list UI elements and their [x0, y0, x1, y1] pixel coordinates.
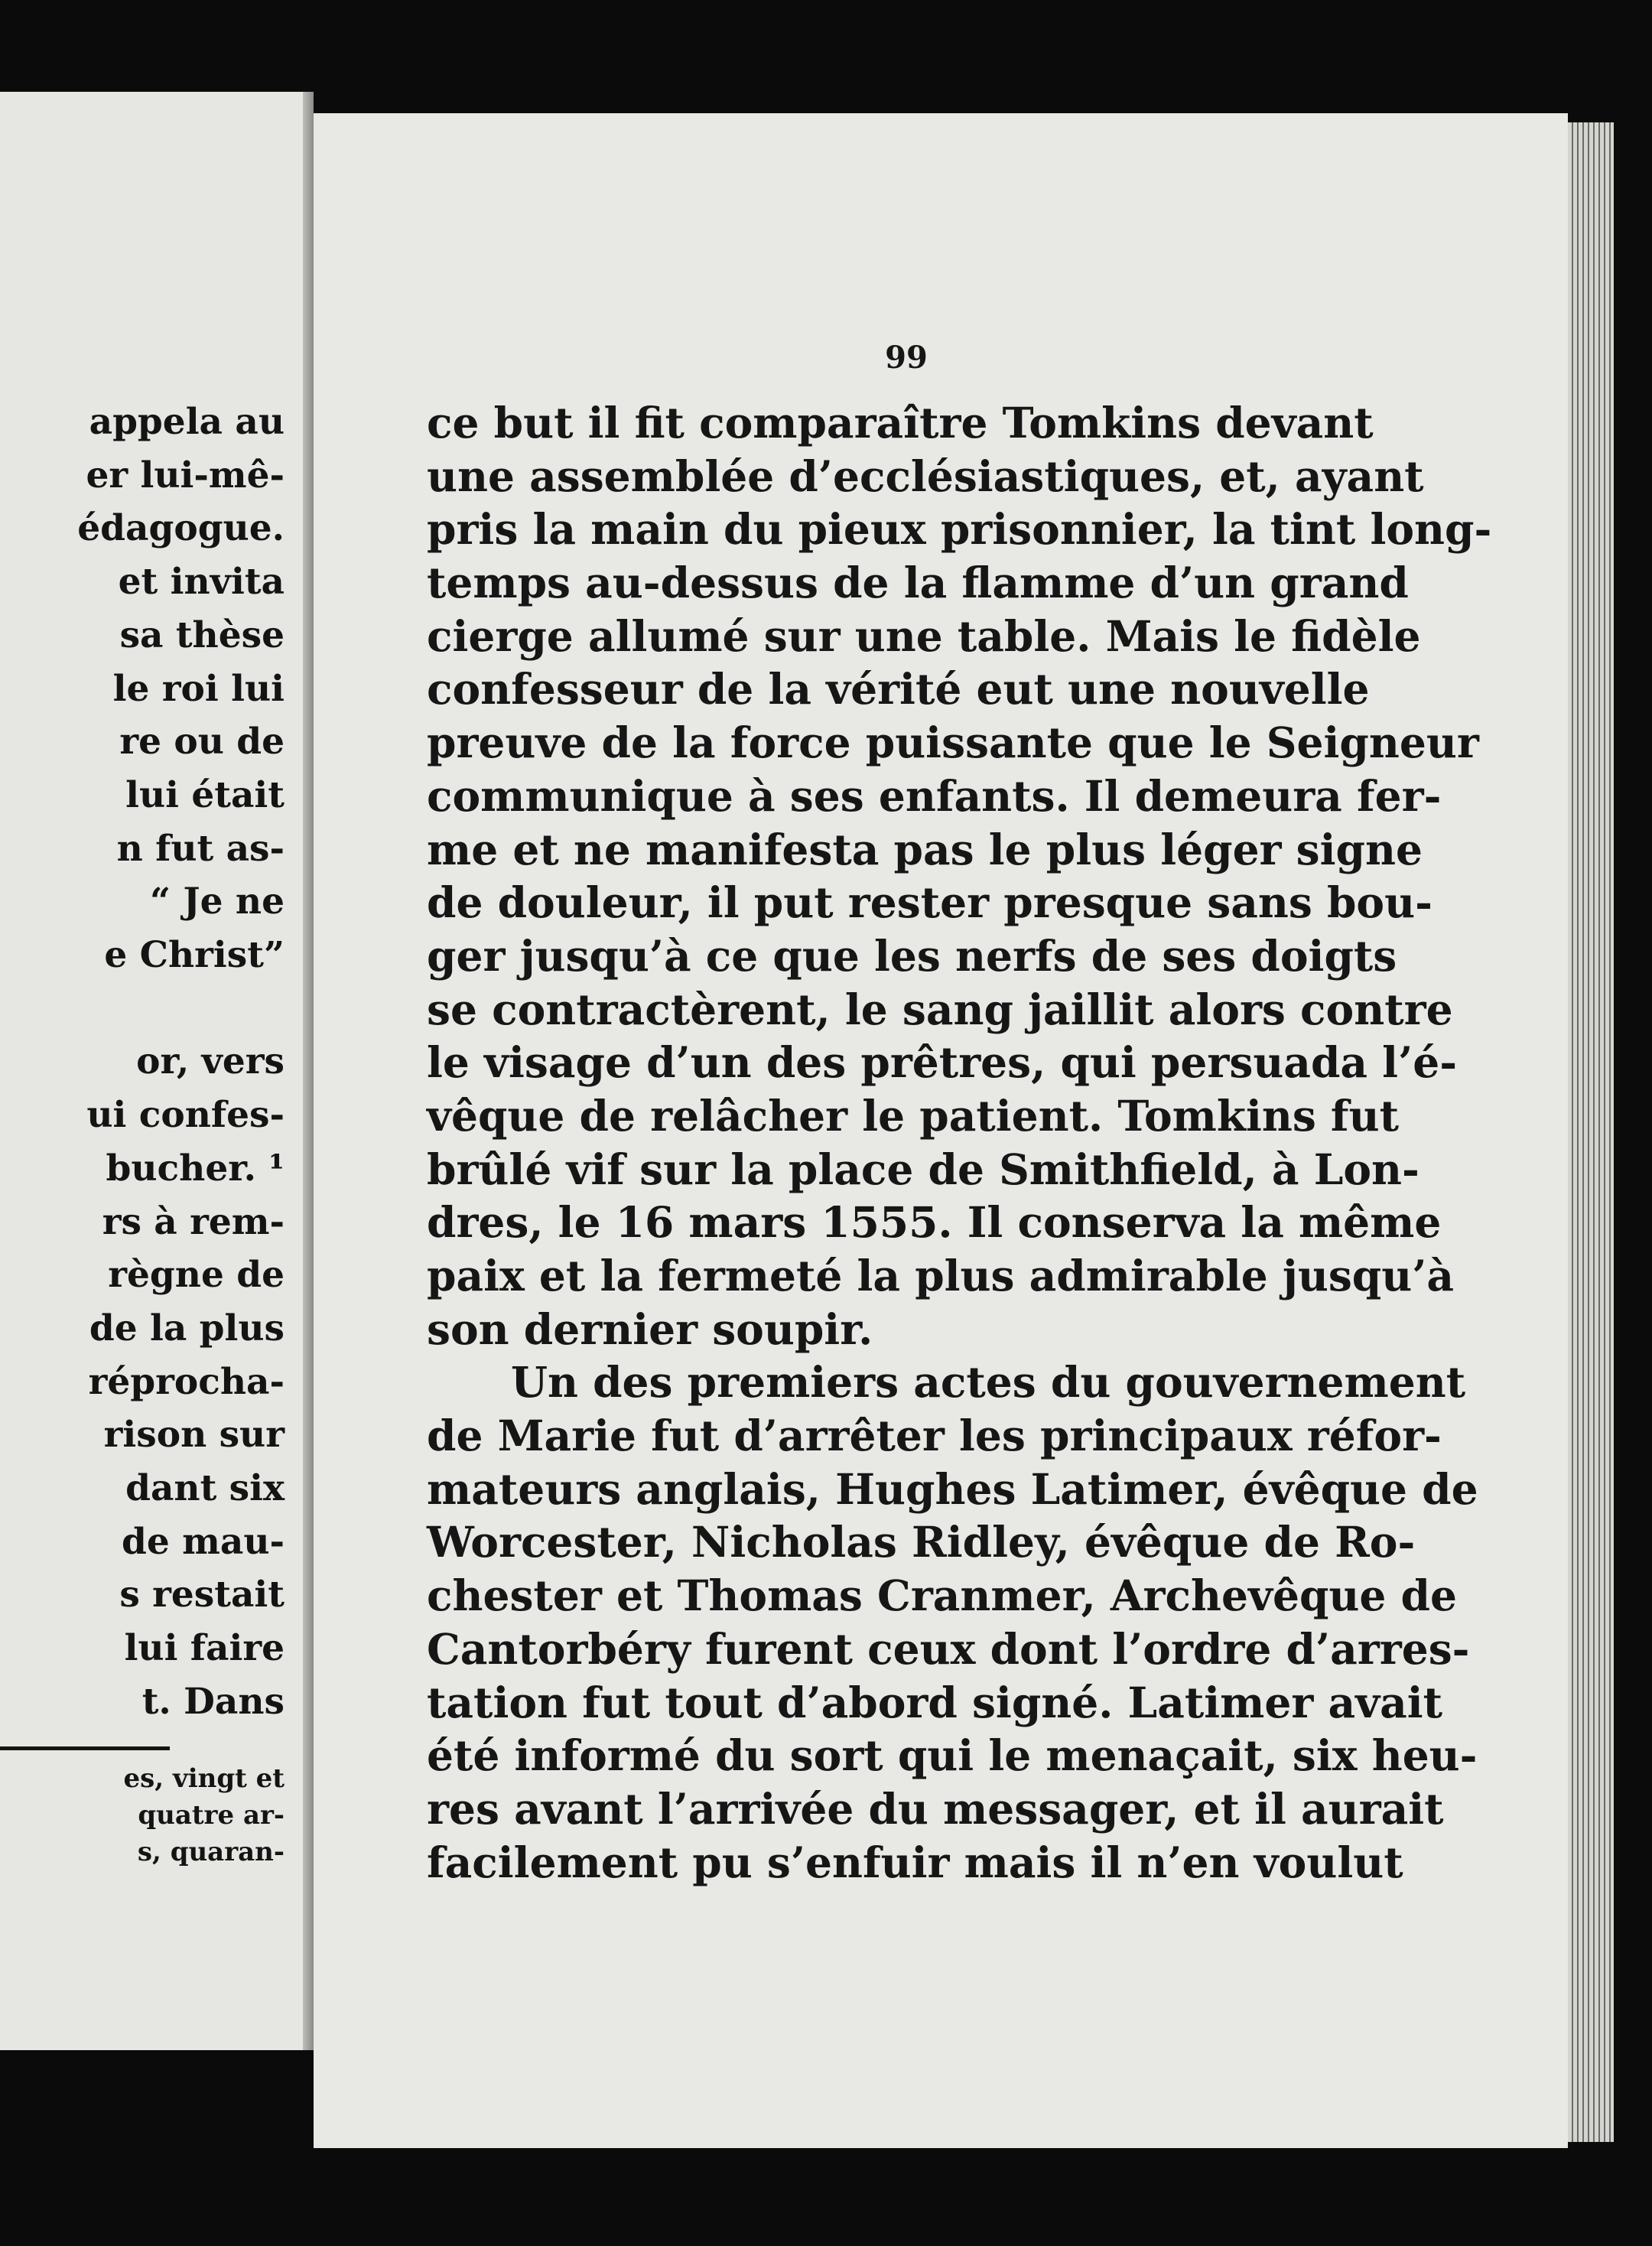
body-text-line: Cantorbéry furent ceux dont l’ordre d’arres- — [427, 1623, 1470, 1674]
left-page-line: ui confes- — [86, 1094, 285, 1137]
body-text-line: vêque de relâcher le patient. Tomkins fut — [427, 1090, 1399, 1141]
body-text-line: son dernier soupir. — [427, 1304, 873, 1354]
left-page-line: or, vers — [136, 1040, 285, 1083]
body-text-line: pris la main du pieux prisonnier, la tint long- — [427, 504, 1492, 555]
body-text-line: cierge allumé sur une table. Mais le fidèle — [427, 610, 1421, 661]
left-page-line: rs à rem- — [102, 1200, 285, 1243]
left-page-line: et invita — [118, 561, 285, 604]
left-page-line: édagogue. — [77, 507, 285, 550]
book-gutter — [303, 92, 314, 2050]
body-text-line: Worcester, Nicholas Ridley, évêque de Ro- — [427, 1517, 1416, 1567]
body-text-line: ger jusqu’à ce que les nerfs de ses doigts — [427, 930, 1397, 981]
left-page-line: appela au — [89, 401, 285, 443]
footnote-rule — [0, 1746, 170, 1750]
left-page-line: rison sur — [103, 1414, 285, 1457]
page-number: 99 — [885, 340, 928, 376]
body-text-line: mateurs anglais, Hughes Latimer, évêque de — [427, 1463, 1478, 1514]
body-text-line: preuve de la force puissante que le Seigneur — [427, 718, 1479, 768]
body-text-line: de douleur, il put rester presque sans bou- — [427, 877, 1432, 928]
left-page-line: règne de — [108, 1254, 285, 1297]
left-page-line: re ou de — [119, 721, 285, 763]
body-text-line: temps au-dessus de la flamme d’un grand — [427, 558, 1409, 608]
body-text-line: facilement pu s’enfuir mais il n’en voulut — [427, 1837, 1403, 1887]
body-text-line: se contractèrent, le sang jaillit alors contre — [427, 984, 1453, 1034]
left-page-line: réprocha- — [88, 1360, 285, 1403]
left-page-line: de la plus — [89, 1307, 285, 1349]
page-edges — [1568, 122, 1614, 2142]
body-text-line: de Marie fut d’arrêter les principaux réfor- — [427, 1411, 1442, 1461]
body-text-line: Un des premiers actes du gouvernement — [511, 1357, 1466, 1408]
left-page — [0, 92, 314, 2050]
body-text-line: paix et la fermeté la plus admirable jusqu’à — [427, 1251, 1455, 1300]
body-text-line: me et ne manifesta pas le plus léger signe — [427, 824, 1423, 874]
left-page-line: e Christ” — [104, 934, 285, 976]
left-page-footnote-line: quatre ar- — [138, 1799, 285, 1831]
body-text-line: le visage d’un des prêtres, qui persuada l’é- — [427, 1037, 1458, 1088]
body-text-line: communique à ses enfants. Il demeura fer- — [427, 770, 1442, 821]
right-page — [314, 113, 1568, 2148]
left-page-footnote-line: es, vingt et — [123, 1763, 285, 1794]
body-text-line: chester et Thomas Cranmer, Archevêque de — [427, 1571, 1457, 1621]
body-text-line: res avant l’arrivée du messager, et il aurait — [427, 1783, 1444, 1834]
left-page-line: de mau- — [122, 1520, 285, 1563]
left-page-line: sa thèse — [119, 614, 285, 656]
left-page-line: “ Je ne — [150, 880, 285, 923]
body-text-line: brûlé vif sur la place de Smithfield, à Lon- — [427, 1144, 1419, 1194]
left-page-line: t. Dans — [141, 1680, 285, 1723]
body-text-line: confesseur de la vérité eut une nouvelle — [427, 664, 1370, 714]
left-page-line: n fut as- — [116, 827, 285, 870]
left-page-line: dant six — [125, 1467, 285, 1509]
left-page-line: lui faire — [124, 1627, 285, 1670]
left-page-line: er lui-mê- — [86, 454, 285, 496]
left-page-footnote-line: s, quaran- — [137, 1836, 285, 1867]
left-page-line: s restait — [119, 1574, 285, 1616]
body-text-line: dres, le 16 mars 1555. Il conserva la même — [427, 1197, 1442, 1248]
left-page-line: lui était — [125, 773, 285, 816]
body-text-line: été informé du sort qui le menaçait, six heu- — [427, 1730, 1478, 1781]
left-page-line: le roi lui — [112, 667, 285, 710]
left-page-line: bucher. ¹ — [106, 1147, 285, 1190]
right-page-body-text — [427, 396, 1492, 1889]
body-text-line: ce but il fit comparaître Tomkins devant — [427, 398, 1374, 448]
body-text-line: tation fut tout d’abord signé. Latimer avait — [427, 1677, 1443, 1727]
body-text-line: une assemblée d’ecclésiastiques, et, ayant — [427, 451, 1424, 501]
